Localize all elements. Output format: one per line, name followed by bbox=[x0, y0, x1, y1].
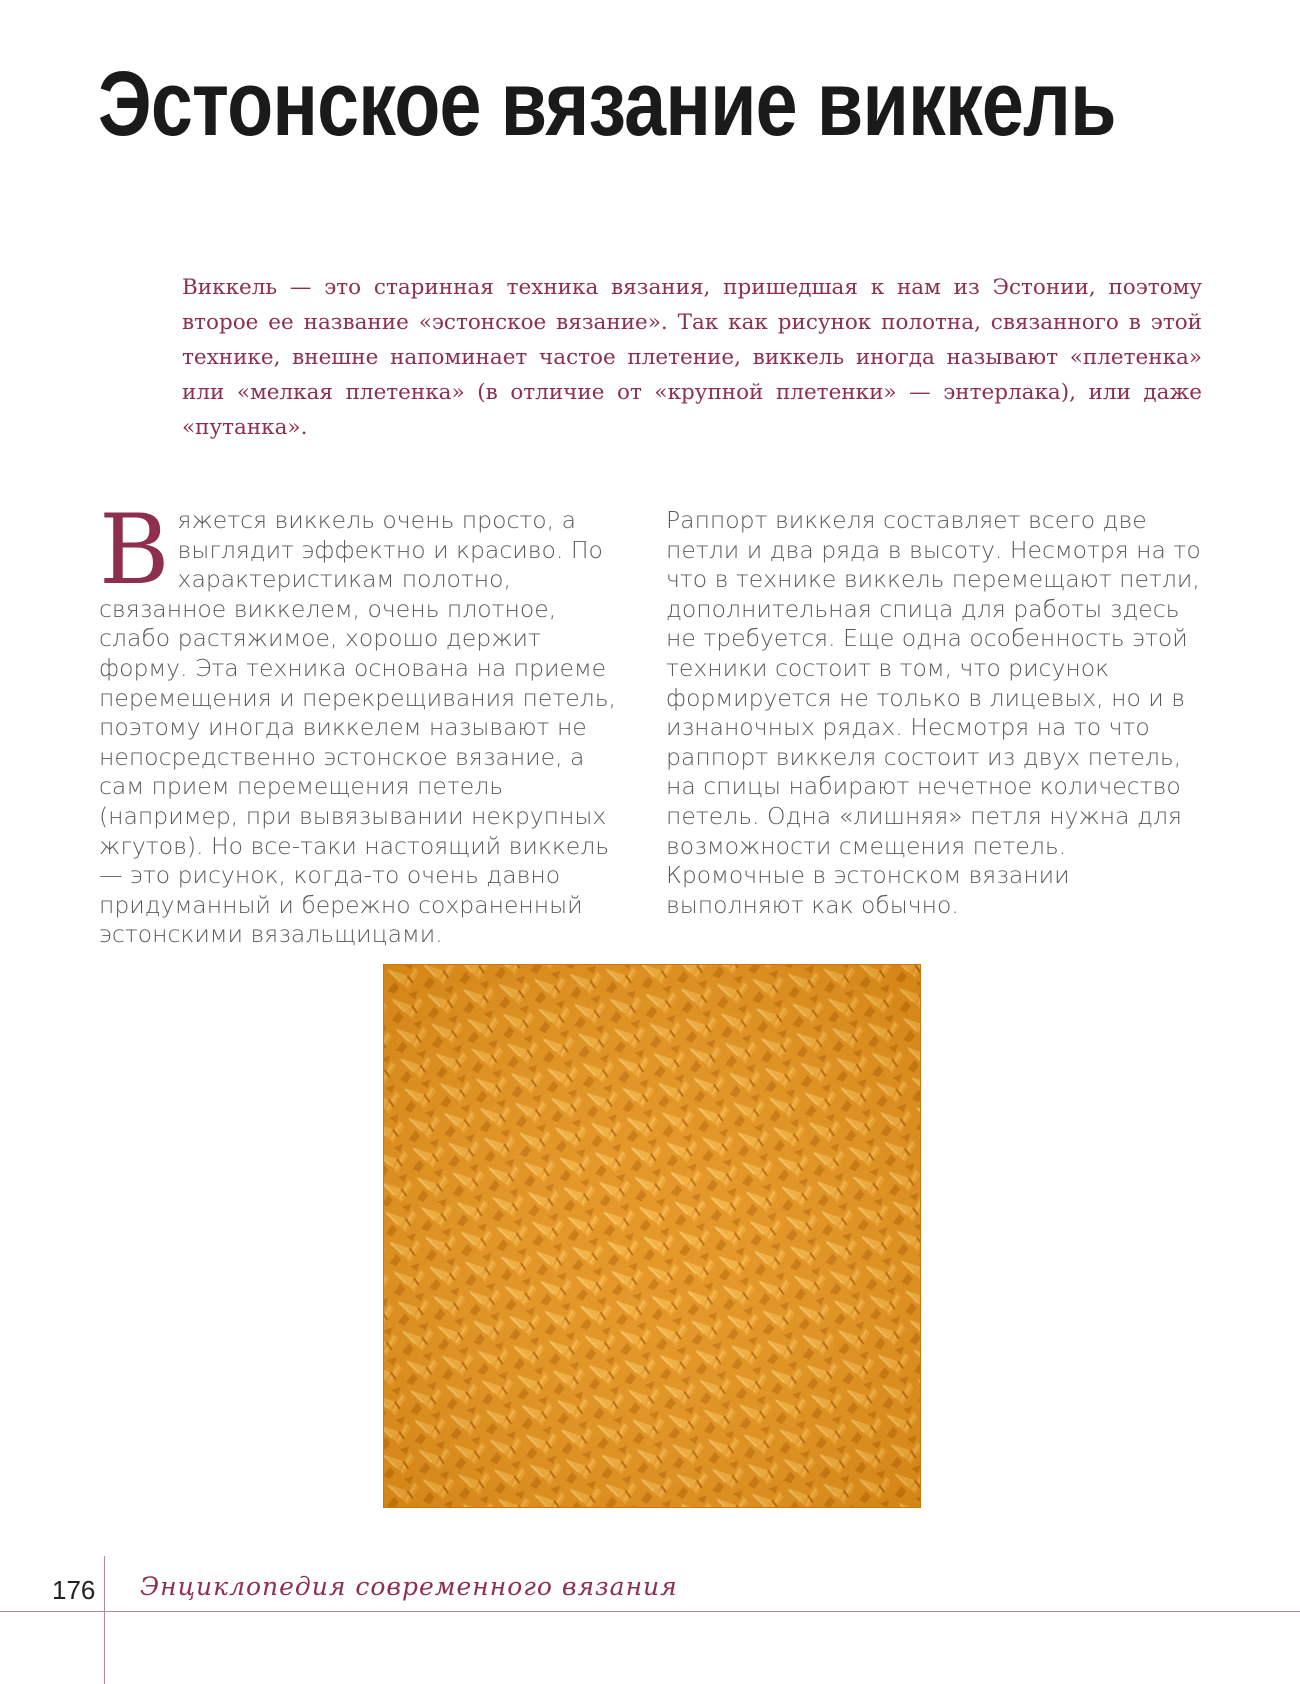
body-text-left: яжется виккель очень просто, а выглядит эффектно и красиво. По характеристикам полотно, связанное виккелем, очень плотное, слабо растяжимое, хорошо держит форму. Эта техника основана на приеме перемещения и перекрещивания петель, поэтому иногда виккелем называют не непосредственно эстонское вязание, а сам прием перемещения петель (например, при вывязывании некрупных жгутов). Но все-таки настоящий виккель — это рисунок, когда-то очень давно придуманный и бережно сохраненный эстонскими вязальщицами. bbox=[99, 506, 617, 949]
body-column-left bbox=[99, 494, 629, 950]
footer-vertical-rule bbox=[104, 1556, 105, 1684]
knit-texture bbox=[384, 965, 920, 1507]
body-text-right: Раппорт виккеля составляет всего две петли и два ряда в высоту. Несмотря на то что в технике виккель перемещают петли, дополнительная спица для работы здесь не требуется. Еще одна особенность этой техники состоит в том, что рисунок формируется не только в лицевых, но и в изнаночных рядах. Несмотря на то что раппорт виккеля состоит из двух петель, на спицы набирают нечетное количество петель. Одна «лишняя» петля нужна для возможности смещения петель. Кромочные в эстонском вязании выполняют как обычно. bbox=[666, 506, 1201, 919]
page-title: Эстонское вязание виккель bbox=[98, 53, 1116, 155]
page-number: 176 bbox=[52, 1575, 96, 1605]
drop-cap: В bbox=[99, 494, 170, 606]
knitted-swatch-photo bbox=[383, 964, 921, 1508]
body-column-right bbox=[666, 506, 1206, 920]
lead-paragraph: Виккель — это старинная техника вязания, пришедшая к нам из Эстонии, поэтому второе ее название «эстонское вязание». Так как рисунок полотна, связанного в этой технике, внешне напоминает частое плетение, виккель иногда называют «плетенка» или «мелкая плетенка» (в отличие от «крупной плетенки» — энтерлака), или даже «путанка». bbox=[182, 275, 1202, 440]
running-head: Энциклопедия современного вязания bbox=[140, 1572, 678, 1601]
footer-rule bbox=[0, 1611, 1300, 1612]
